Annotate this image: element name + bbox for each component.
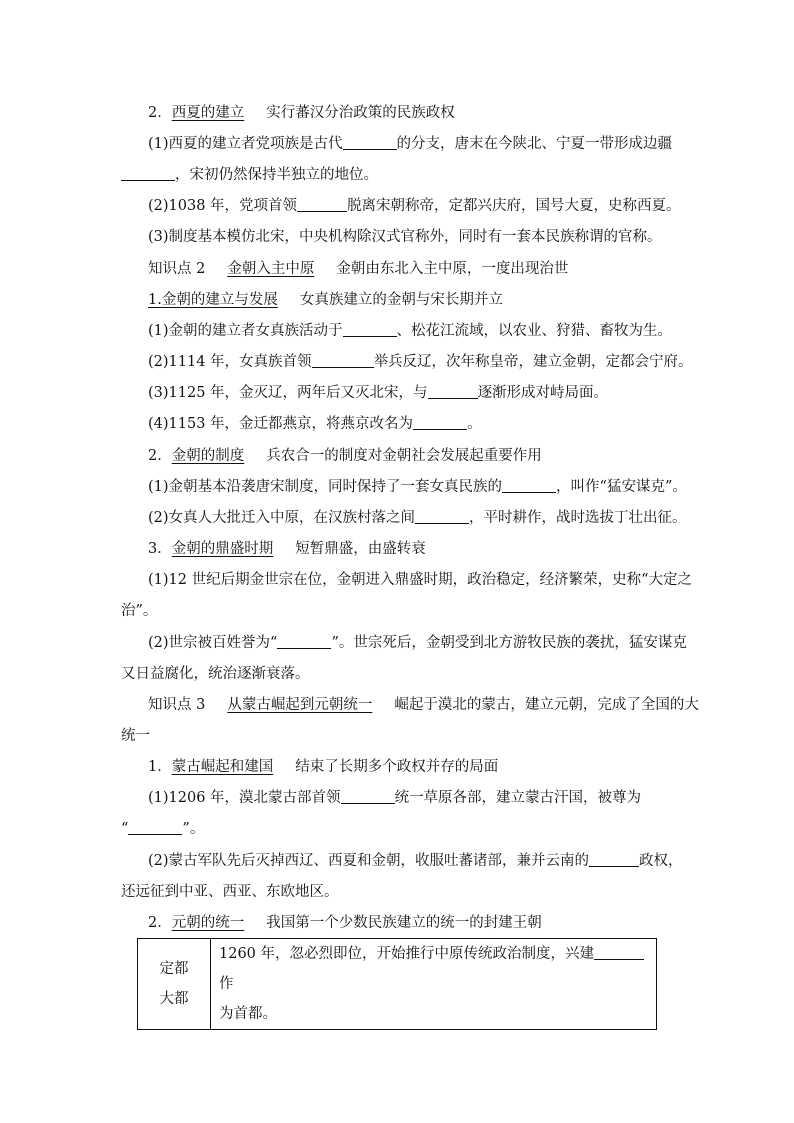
section-heading: 2．西夏的建立 实行蕃汉分治政策的民族政权 — [148, 105, 455, 121]
table-row-header: 定都 大都 — [138, 939, 211, 1030]
fill-blank[interactable] — [413, 415, 467, 430]
fill-blank[interactable] — [343, 322, 397, 337]
section-heading: 3．金朝的鼎盛时期 短暂鼎盛，由盛转衰 — [148, 541, 426, 557]
paragraph-line: (1)1206 年，漠北蒙古部首领 统一草原各部，建立蒙古汗国，被尊为 — [148, 790, 642, 806]
paragraph-line: (1)金朝的建立者女真族活动于 、松花江流域，以农业、狩猎、畜牧为生。 — [148, 323, 673, 339]
fill-blank[interactable] — [277, 634, 331, 649]
info-table — [137, 938, 657, 1030]
paragraph-line: (2)世宗被百姓誉为“ ”。世宗死后，金朝受到北方游牧民族的袭扰，猛安谋克 — [148, 635, 687, 651]
fill-blank[interactable] — [312, 353, 374, 368]
paragraph-line: (4)1153 年，金迁都燕京，将燕京改名为 。 — [148, 416, 482, 432]
paragraph-line: (1)金朝基本沿袭唐宋制度，同时保持了一套女真民族的 ，叫作“猛安谋克”。 — [148, 479, 687, 495]
paragraph-line: (1)12 世纪后期金世宗在位，金朝进入鼎盛时期，政治稳定，经济繁荣，史称“大定之 — [148, 572, 693, 588]
section-heading: 2．金朝的制度 兵农合一的制度对金朝社会发展起重要作用 — [148, 448, 542, 464]
fill-blank[interactable] — [415, 509, 469, 524]
fill-blank[interactable] — [297, 197, 347, 212]
section-heading: 2．元朝的统一 我国第一个少数民族建立的统一的封建王朝 — [148, 915, 542, 931]
paragraph-line: (2)蒙古军队先后灭掉西辽、西夏和金朝，收服吐蕃诸部，兼并云南的 政权， — [148, 853, 683, 869]
paragraph-line: (3)制度基本模仿北宋，中央机构除汉式官称外，同时有一套本民族称谓的官称。 — [148, 229, 662, 245]
paragraph-line: (1)西夏的建立者党项族是古代 的分支，唐末在今陕北、宁夏一带形成边疆 — [148, 136, 673, 152]
paragraph-line: (2)女真人大批迁入中原，在汉族村落之间 ，平时耕作，战时选拔丁壮出征。 — [148, 510, 687, 526]
knowledge-point-heading: 知识点 3 从蒙古崛起到元朝统一 崛起于漠北的蒙古，建立元朝，完成了全国的大 — [148, 697, 699, 713]
paragraph-line: 还远征到中亚、西亚、东欧地区。 — [121, 884, 339, 900]
paragraph-line: (2)1114 年，女真族首领 举兵反辽，次年称皇帝，建立金朝，定都会宁府。 — [148, 354, 693, 370]
table-cell: 1260 年，忽必烈即位，开始推行中原传统政治制度，兴建作 为首都。 — [211, 939, 657, 1030]
paragraph-line: “ ”。 — [121, 821, 205, 837]
paragraph-line: 统一 — [121, 728, 150, 744]
section-heading: 1.金朝的建立与发展 女真族建立的金朝与宋长期并立 — [148, 292, 503, 308]
fill-blank[interactable] — [121, 166, 175, 181]
fill-blank[interactable] — [128, 820, 182, 835]
fill-blank[interactable] — [589, 852, 639, 867]
section-heading: 1．蒙古崛起和建国 结束了长期多个政权并存的局面 — [148, 759, 499, 775]
fill-blank[interactable] — [502, 478, 556, 493]
paragraph-line: 又日益腐化，统治逐渐衰落。 — [121, 666, 310, 682]
paragraph-line: ，宋初仍然保持半独立的地位。 — [121, 165, 378, 185]
paragraph-line: 治”。 — [121, 603, 158, 619]
fill-blank[interactable] — [594, 945, 644, 960]
knowledge-point-heading: 知识点 2 金朝入主中原 金朝由东北入主中原，一度出现治世 — [148, 261, 569, 277]
paragraph-line: (2)1038 年，党项首领 脱离宋朝称帝，定都兴庆府，国号大夏，史称西夏。 — [148, 198, 681, 214]
paragraph-line: (3)1125 年，金灭辽，两年后又灭北宋，与 逐渐形成对峙局面。 — [148, 385, 609, 401]
fill-blank[interactable] — [341, 789, 395, 804]
fill-blank[interactable] — [343, 135, 397, 150]
fill-blank[interactable] — [428, 384, 478, 399]
